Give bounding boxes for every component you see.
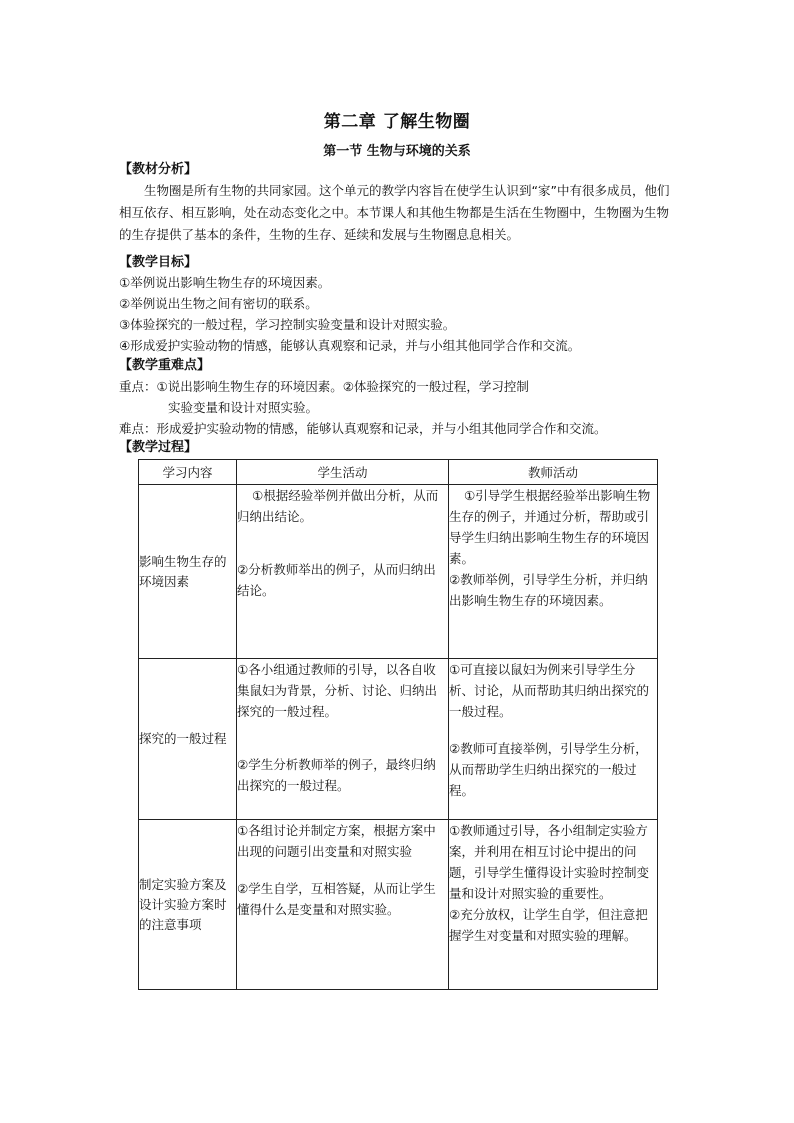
teacher-activity-text: ①可直接以鼠妇为例来引导学生分析、讨论，从而帮助其归纳出探究的一般过程。 xyxy=(449,662,650,719)
teacher-activity-cell xyxy=(449,659,658,820)
teacher-activity-text: ②教师可直接举例，引导学生分析，从而帮助学生归纳出探究的一般过程。 xyxy=(449,741,648,798)
student-activity-text: ②学生自学，互相答疑，从而让学生懂得什么是变量和对照实验。 xyxy=(237,881,436,917)
teacher-activity-text: ①引导学生根据经验举出影响生物生存的例子，并通过分析，帮助或引导学生归纳出影响生物生存的环境因素。 xyxy=(449,488,651,566)
student-activity-text: ②分析教师举出的例子，从而归纳出结论。 xyxy=(237,562,436,598)
difficulty-line: 难点：形成爱护实验动物的情感，能够认真观察和记录，并与小组其他同学合作和交流。 xyxy=(119,421,607,436)
goal-item: ④形成爱护实验动物的情感，能够认真观察和记录，并与小组其他同学合作和交流。 xyxy=(119,338,581,353)
teacher-activity-cell xyxy=(449,485,658,659)
column-header: 学习内容 xyxy=(139,460,237,485)
student-activity-text: ①根据经验举例并做出分析，从而归纳出结论。 xyxy=(237,488,439,524)
student-activity-cell xyxy=(237,820,449,990)
key-point-line: 实验变量和设计对照实验。 xyxy=(168,400,319,415)
goal-item: ①举例说出影响生物生存的环境因素。 xyxy=(119,275,331,290)
column-header: 学生活动 xyxy=(237,460,449,485)
analysis-text: 生物圈是所有生物的共同家园。这个单元的教学内容旨在使学生认识到“家”中有很多成员，他们相互依存、相互影响，处在动态变化之中。本节课人和其他生物都是生活在生物圈中，生物圈为生物的生存提供了基本的条件，生物的生存、延续和发展与生物圈息息相关。 xyxy=(119,183,670,242)
teacher-activity-text: ②教师举例，引导学生分析，并归纳出影响生物生存的环境因素。 xyxy=(449,572,648,608)
topic-cell: 探究的一般过程 xyxy=(139,659,237,820)
process-table xyxy=(138,459,658,990)
process-heading: 【教学过程】 xyxy=(119,440,198,455)
teacher-activity-cell xyxy=(449,820,658,990)
table-row xyxy=(139,820,658,990)
student-activity-text: ①各小组通过教师的引导，以各自收集鼠妇为背景，分析、讨论、归纳出探究的一般过程。 xyxy=(237,662,438,719)
student-activity-cell xyxy=(237,485,449,659)
table-row xyxy=(139,659,658,820)
table-row xyxy=(139,485,658,659)
teacher-activity-text: ①教师通过引导，各小组制定实验方案，并利用在相互讨论中提出的问题，引导学生懂得设计实验时控制变量和设计对照实验的重要性。 xyxy=(449,823,650,901)
section-title: 第一节 生物与环境的关系 xyxy=(323,144,471,159)
topic-cell: 影响生物生存的环境因素 xyxy=(139,485,237,659)
teacher-activity-text: ②充分放权，让学生自学，但注意把握学生对变量和对照实验的理解。 xyxy=(449,907,648,943)
topic-cell: 制定实验方案及设计实验方案时的注意事项 xyxy=(139,820,237,990)
key-points-heading: 【教学重难点】 xyxy=(119,358,211,373)
table-header-row xyxy=(139,460,658,485)
goal-item: ②举例说出生物之间有密切的联系。 xyxy=(119,296,318,311)
analysis-heading: 【教材分析】 xyxy=(119,162,198,177)
goal-item: ③体验探究的一般过程，学习控制实验变量和设计对照实验。 xyxy=(119,317,456,332)
chapter-title: 第二章 了解生物圈 xyxy=(323,112,471,132)
key-point-line: 重点：①说出影响生物生存的环境因素。②体验探究的一般过程，学习控制 xyxy=(119,379,529,394)
student-activity-text: ①各组讨论并制定方案，根据方案中出现的问题引出变量和对照实验 xyxy=(237,823,436,859)
column-header: 教师活动 xyxy=(449,460,658,485)
goals-heading: 【教学目标】 xyxy=(119,255,198,270)
student-activity-cell xyxy=(237,659,449,820)
student-activity-text: ②学生分析教师举的例子，最终归纳出探究的一般过程。 xyxy=(237,757,436,793)
